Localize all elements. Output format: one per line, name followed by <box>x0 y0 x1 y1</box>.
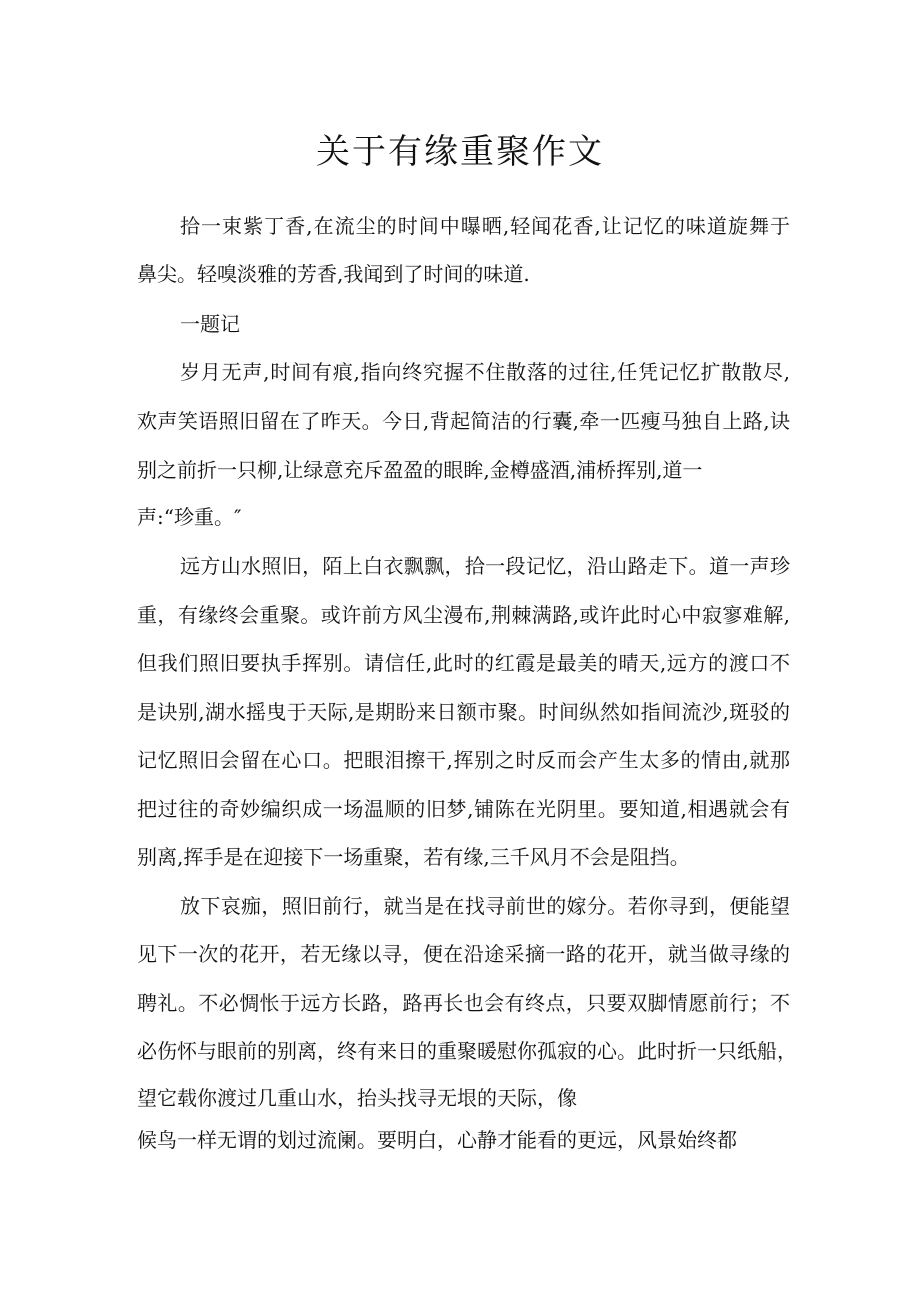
paragraph-line: 拾一束紫丁香,在流尘的时间中曝晒,轻闻花香,让记忆的味道旋舞于 <box>180 214 790 238</box>
paragraph-line: 别离,挥手是在迎接下一场重聚，若有缘,三千风月不会是阻挡。 <box>137 845 690 869</box>
paragraph-line: 重，有缘终会重聚。或许前方风尘漫布,荆棘满路,或许此时心中寂寥难解, <box>137 603 790 627</box>
paragraph-line: 见下一次的花开，若无缘以寻，便在沿途采摘一路的花开，就当做寻缘的 <box>137 942 790 966</box>
paragraph-line: 聘礼。不必惆怅于远方长路，路再长也会有终点，只要双脚情愿前行；不 <box>137 991 790 1015</box>
document-title: 关于有缘重聚作文 <box>316 132 604 172</box>
paragraph-line: 候鸟一样无谓的划过流阑。要明白，心静才能看的更远，风景始终都 <box>137 1128 737 1152</box>
paragraph-line: 别之前折一只柳,让绿意充斥盈盈的眼眸,金樽盛酒,浦桥挥别,道一 <box>137 458 703 482</box>
paragraph-line: 记忆照旧会留在心口。把眼泪擦干,挥别之时反而会产生太多的情由,就那 <box>137 748 790 772</box>
paragraph-line: 声:“珍重。″ <box>137 505 242 529</box>
paragraph-line: 鼻尖。轻嗅淡雅的芳香,我闻到了时间的味道. <box>137 262 530 286</box>
paragraph-line: 是诀别,湖水摇曳于天际,是期盼来日额市聚。时间纵然如指间流沙,斑驳的 <box>137 700 790 724</box>
paragraph-line: 把过往的奇妙编织成一场温顺的旧梦,铺陈在光阴里。要知道,相遇就会有 <box>137 797 790 821</box>
paragraph-line: 望它载你渡过几重山水，抬头找寻无垠的天际，像 <box>137 1086 577 1110</box>
paragraph-line: 远方山水照旧，陌上白衣飘飘，拾一段记忆，沿山路走下。道一声珍 <box>180 554 790 578</box>
paragraph-line: 一题记 <box>180 312 240 336</box>
paragraph-line: 岁月无声,时间有痕,指向终究握不住散落的过往,任凭记忆扩散散尽, <box>180 360 790 384</box>
paragraph-line: 欢声笑语照旧留在了昨天。今日,背起简洁的行囊,牵一匹瘦马独自上路,诀 <box>137 409 790 433</box>
paragraph-line: 但我们照旧要执手挥别。请信任,此时的红霞是最美的晴天,远方的渡口不 <box>137 651 790 675</box>
paragraph-line: 放下哀痂，照旧前行，就当是在找寻前世的嫁分。若你寻到，便能望 <box>180 894 790 918</box>
paragraph-line: 必伤怀与眼前的别离，终有来日的重聚暖慰你孤寂的心。此时折一只纸船， <box>137 1039 797 1063</box>
